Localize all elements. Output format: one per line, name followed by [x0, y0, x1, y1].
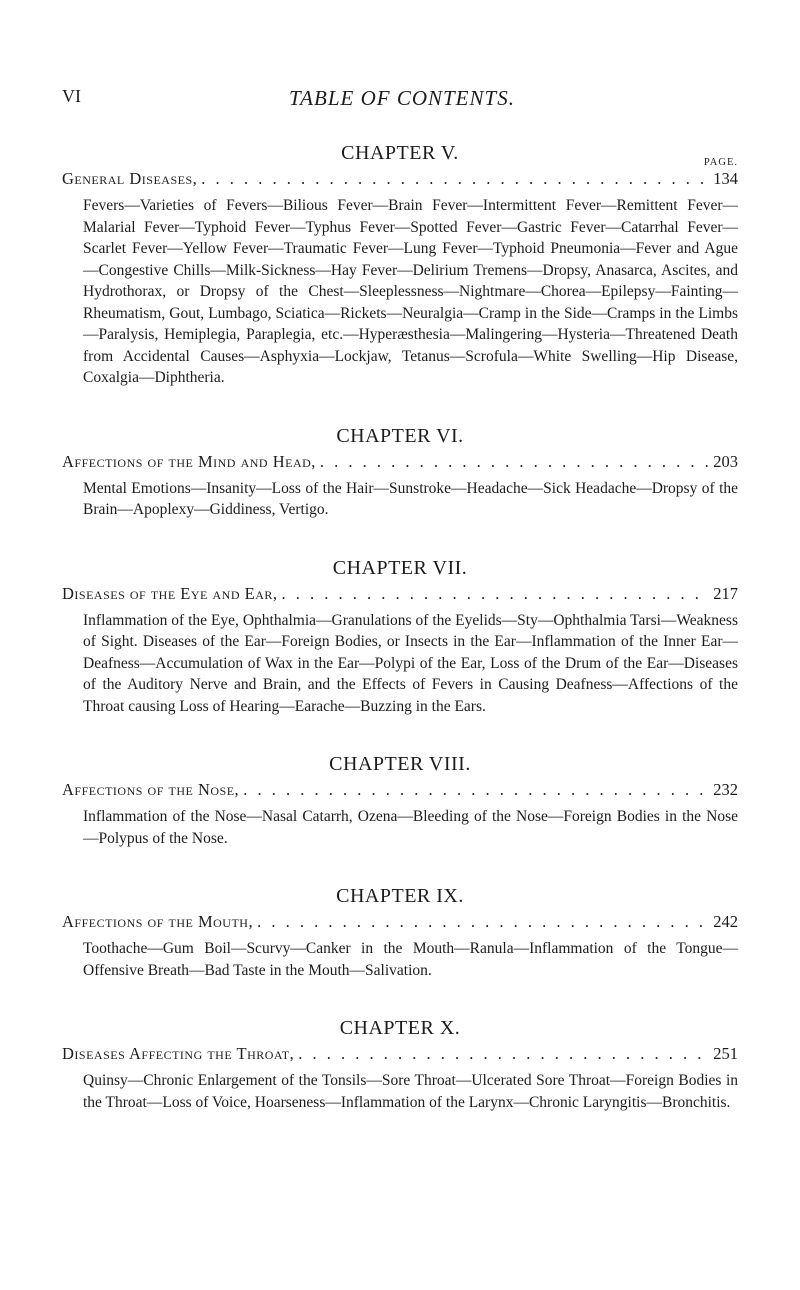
chapter-heading — [62, 1015, 738, 1041]
page-number: 251 — [713, 1044, 738, 1063]
page-number: 203 — [713, 451, 738, 471]
chapter-number: CHAPTER VII. — [332, 556, 468, 579]
chapter-title: Affections of the Mind and Head, — [62, 451, 316, 471]
dot-leader — [282, 584, 710, 604]
page-number: 134 — [713, 169, 738, 188]
dot-leader — [320, 452, 709, 472]
dot-leader — [298, 1044, 709, 1064]
table-of-contents — [62, 140, 738, 1147]
chapter-number: CHAPTER VI. — [336, 424, 464, 447]
chapter-number: CHAPTER V. — [341, 142, 459, 164]
chapter-heading — [62, 555, 738, 581]
page-number: 242 — [713, 912, 738, 931]
dot-leader — [201, 169, 709, 189]
toc-line — [62, 1044, 738, 1064]
chapter-title: General Diseases, — [62, 169, 198, 188]
chapter-number: CHAPTER X. — [339, 1017, 461, 1039]
chapter-description: Fevers—Varieties of Fevers—Bilious Fever—Brain Fever—Intermittent Fever—Remittent Fever—Malarial Fever—Typhoid Fever—Typhus Fever—Spotted Fever—Gastric Fever—Catarrhal Fever—Scarlet Fever—Yellow Fever—Traumatic Fever—Lung Fever—Typhoid Pneumonia—Fever and Ague—Congestive Chills—Milk-Sickness—Hay Fever—Delirium Tremens—Dropsy, Anasarca, Ascites, and Hydrothorax, or Dropsy of the Chest—Sleeplessness—Nightmare—Chorea—Epilepsy—Fainting—Rheumatism, Gout, Lumbago, Sciatica—Rickets—Neuralgia—Cramp in the Side—Cramps in the Limbs—Paralysis, Hemiplegia, Paraplegia, etc.—Hyperæsthesia—Malingering—Hysteria—Threatened Death from Accidental Causes—Asphyxia—Lockjaw, Tetanus—Scrofula—White Swelling—Hip Disease, Coxalgia—Diphtheria. — [83, 197, 738, 386]
toc-line — [62, 584, 738, 604]
chapter-title: Diseases Affecting the Throat, — [62, 1044, 295, 1063]
chapter-entry — [62, 751, 738, 849]
dot-leader — [243, 780, 709, 800]
chapter-entry — [62, 1015, 738, 1113]
dot-leader — [257, 912, 709, 932]
folio: VI — [62, 86, 81, 106]
page-column-label: PAGE. — [703, 157, 738, 168]
chapter-number: CHAPTER IX. — [336, 885, 464, 907]
chapter-heading — [62, 883, 738, 909]
chapter-heading — [62, 140, 738, 166]
chapter-entry — [62, 883, 738, 981]
chapter-description: Quinsy—Chronic Enlargement of the Tonsils—Sore Throat—Ulcerated Sore Throat—Foreign Bodies in the Throat—Loss of Voice, Hoarseness—Inflammation of the Larynx—Chronic Laryngitis—Bronchitis. — [83, 1072, 738, 1111]
chapter-heading — [62, 751, 738, 777]
page-number: 217 — [713, 583, 738, 603]
chapter-description: Inflammation of the Nose—Nasal Catarrh, Ozena—Bleeding of the Nose—Foreign Bodies in the Nose—Polypus of the Nose. — [83, 808, 738, 847]
toc-line — [62, 452, 738, 472]
chapter-entry — [62, 140, 738, 389]
running-head — [62, 86, 742, 110]
chapter-description: Toothache—Gum Boil—Scurvy—Canker in the Mouth—Ranula—Inflammation of the Tongue—Offensive Breath—Bad Taste in the Mouth—Salivation. — [83, 940, 738, 979]
chapter-entry — [62, 555, 738, 718]
chapter-title: Affections of the Mouth, — [62, 912, 254, 931]
chapter-title: Affections of the Nose, — [62, 780, 240, 799]
chapter-title: Diseases of the Eye and Ear, — [62, 583, 278, 603]
running-head-title: TABLE OF CONTENTS. — [289, 86, 515, 110]
chapter-description: Mental Emotions—Insanity—Loss of the Hair—Sunstroke—Headache—Sick Headache—Dropsy of the Brain—Apoplexy—Giddiness, Vertigo. — [83, 479, 738, 518]
toc-line — [62, 780, 738, 800]
chapter-heading — [62, 423, 738, 449]
chapter-description: Inflammation of the Eye, Ophthalmia—Granulations of the Eyelids—Sty—Ophthalmia Tarsi—Weakness of Sight. Diseases of the Ear—Foreign Bodies, or Insects in the Ear—Inflammation of the Inner Ear—Deafness—Accumulation of Wax in the Ear—Polypi of the Ear, Loss of the Drum of the Ear—Diseases of the Auditory Nerve and Brain, and the Effects of Fevers in Causing Deafness—Affections of the Throat causing Loss of Hearing—Earache—Buzzing in the Ears. — [83, 611, 738, 715]
chapter-number: CHAPTER VIII. — [329, 753, 471, 775]
toc-line — [62, 912, 738, 932]
page-number: 232 — [713, 780, 738, 799]
chapter-entry — [62, 423, 738, 521]
toc-line — [62, 169, 738, 189]
